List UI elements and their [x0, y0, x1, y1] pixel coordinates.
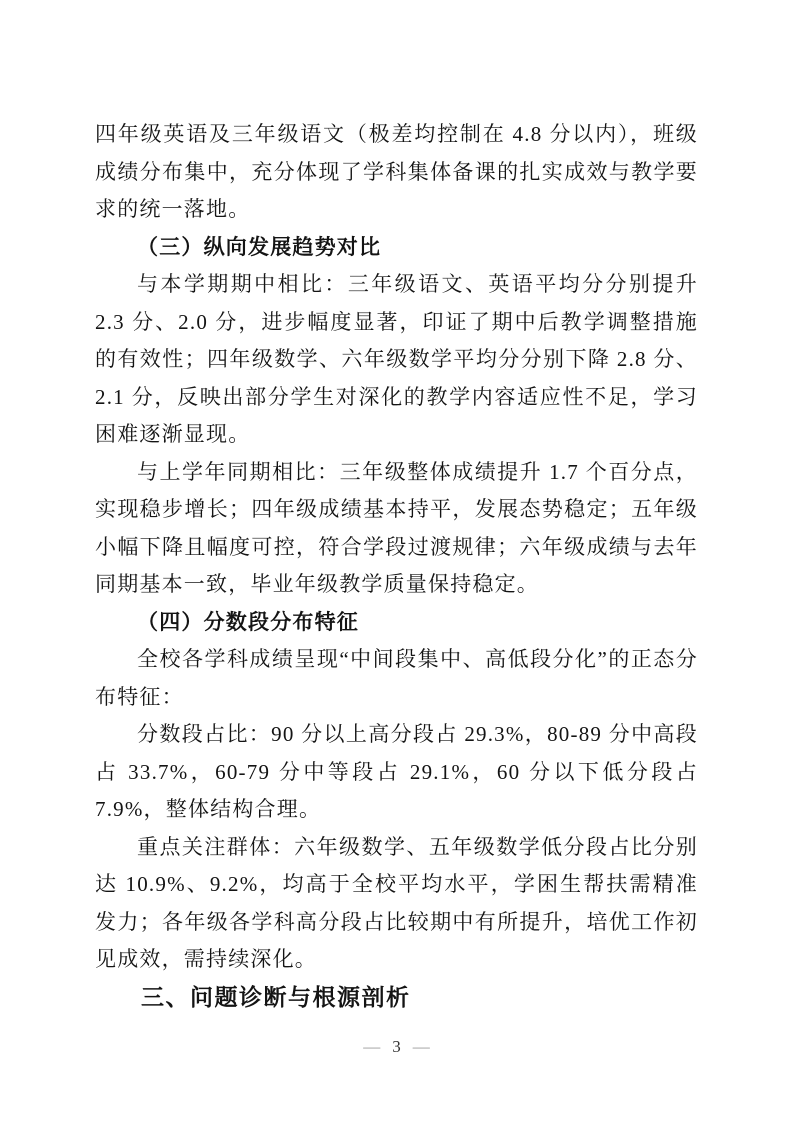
paragraph-range-control-continued: 四年级英语及三年级语文（极差均控制在 4.8 分以内），班级成绩分布集中，充分体现了学科集体备课的扎实成效与教学要求的统一落地。 — [95, 122, 698, 221]
chapter-heading-problem-diagnosis: 三、问题诊断与根源剖析 — [141, 983, 411, 1010]
paragraph-score-band-percentages: 分数段占比：90 分以上高分段占 29.3%，80-89 分中高段占 33.7%，60-79 分中等段占 29.1%，60 分以下低分段占 7.9%，整体结构合理。 — [95, 722, 698, 821]
paragraph-focus-groups: 重点关注群体：六年级数学、五年级数学低分段占比分别达 10.9%、9.2%，均高于全校平均水平，学困生帮扶需精准发力；各年级各学科高分段占比较期中有所提升，培优工作初见成效，需持续深化。 — [95, 834, 698, 971]
footer-left-dash: — — [363, 1037, 381, 1056]
page-footer — [0, 1035, 793, 1059]
page-number: 3 — [392, 1037, 401, 1056]
paragraph-normal-distribution-intro: 全校各学科成绩呈现“中间段集中、高低段分化”的正态分布特征： — [95, 647, 698, 709]
footer-right-dash: — — [412, 1037, 430, 1056]
section-heading-score-band-distribution: （四）分数段分布特征 — [137, 609, 359, 634]
paragraph-previous-year-comparison: 与上学年同期相比：三年级整体成绩提升 1.7 个百分点，实现稳步增长；四年级成绩基本持平，发展态势稳定；五年级小幅下降且幅度可控，符合学段过渡规律；六年级成绩与去年同期基本一致，毕业年级教学质量保持稳定。 — [95, 459, 698, 596]
document-body — [95, 116, 698, 1016]
paragraph-midterm-comparison: 与本学期期中相比：三年级语文、英语平均分分别提升 2.3 分、2.0 分，进步幅度显著，印证了期中后教学调整措施的有效性；四年级数学、六年级数学平均分分别下降 2.8 分、2.1 分，反映出部分学生对深化的教学内容适应性不足，学习困难逐渐显现。 — [95, 272, 698, 446]
section-heading-vertical-trend-comparison: （三）纵向发展趋势对比 — [137, 234, 382, 259]
